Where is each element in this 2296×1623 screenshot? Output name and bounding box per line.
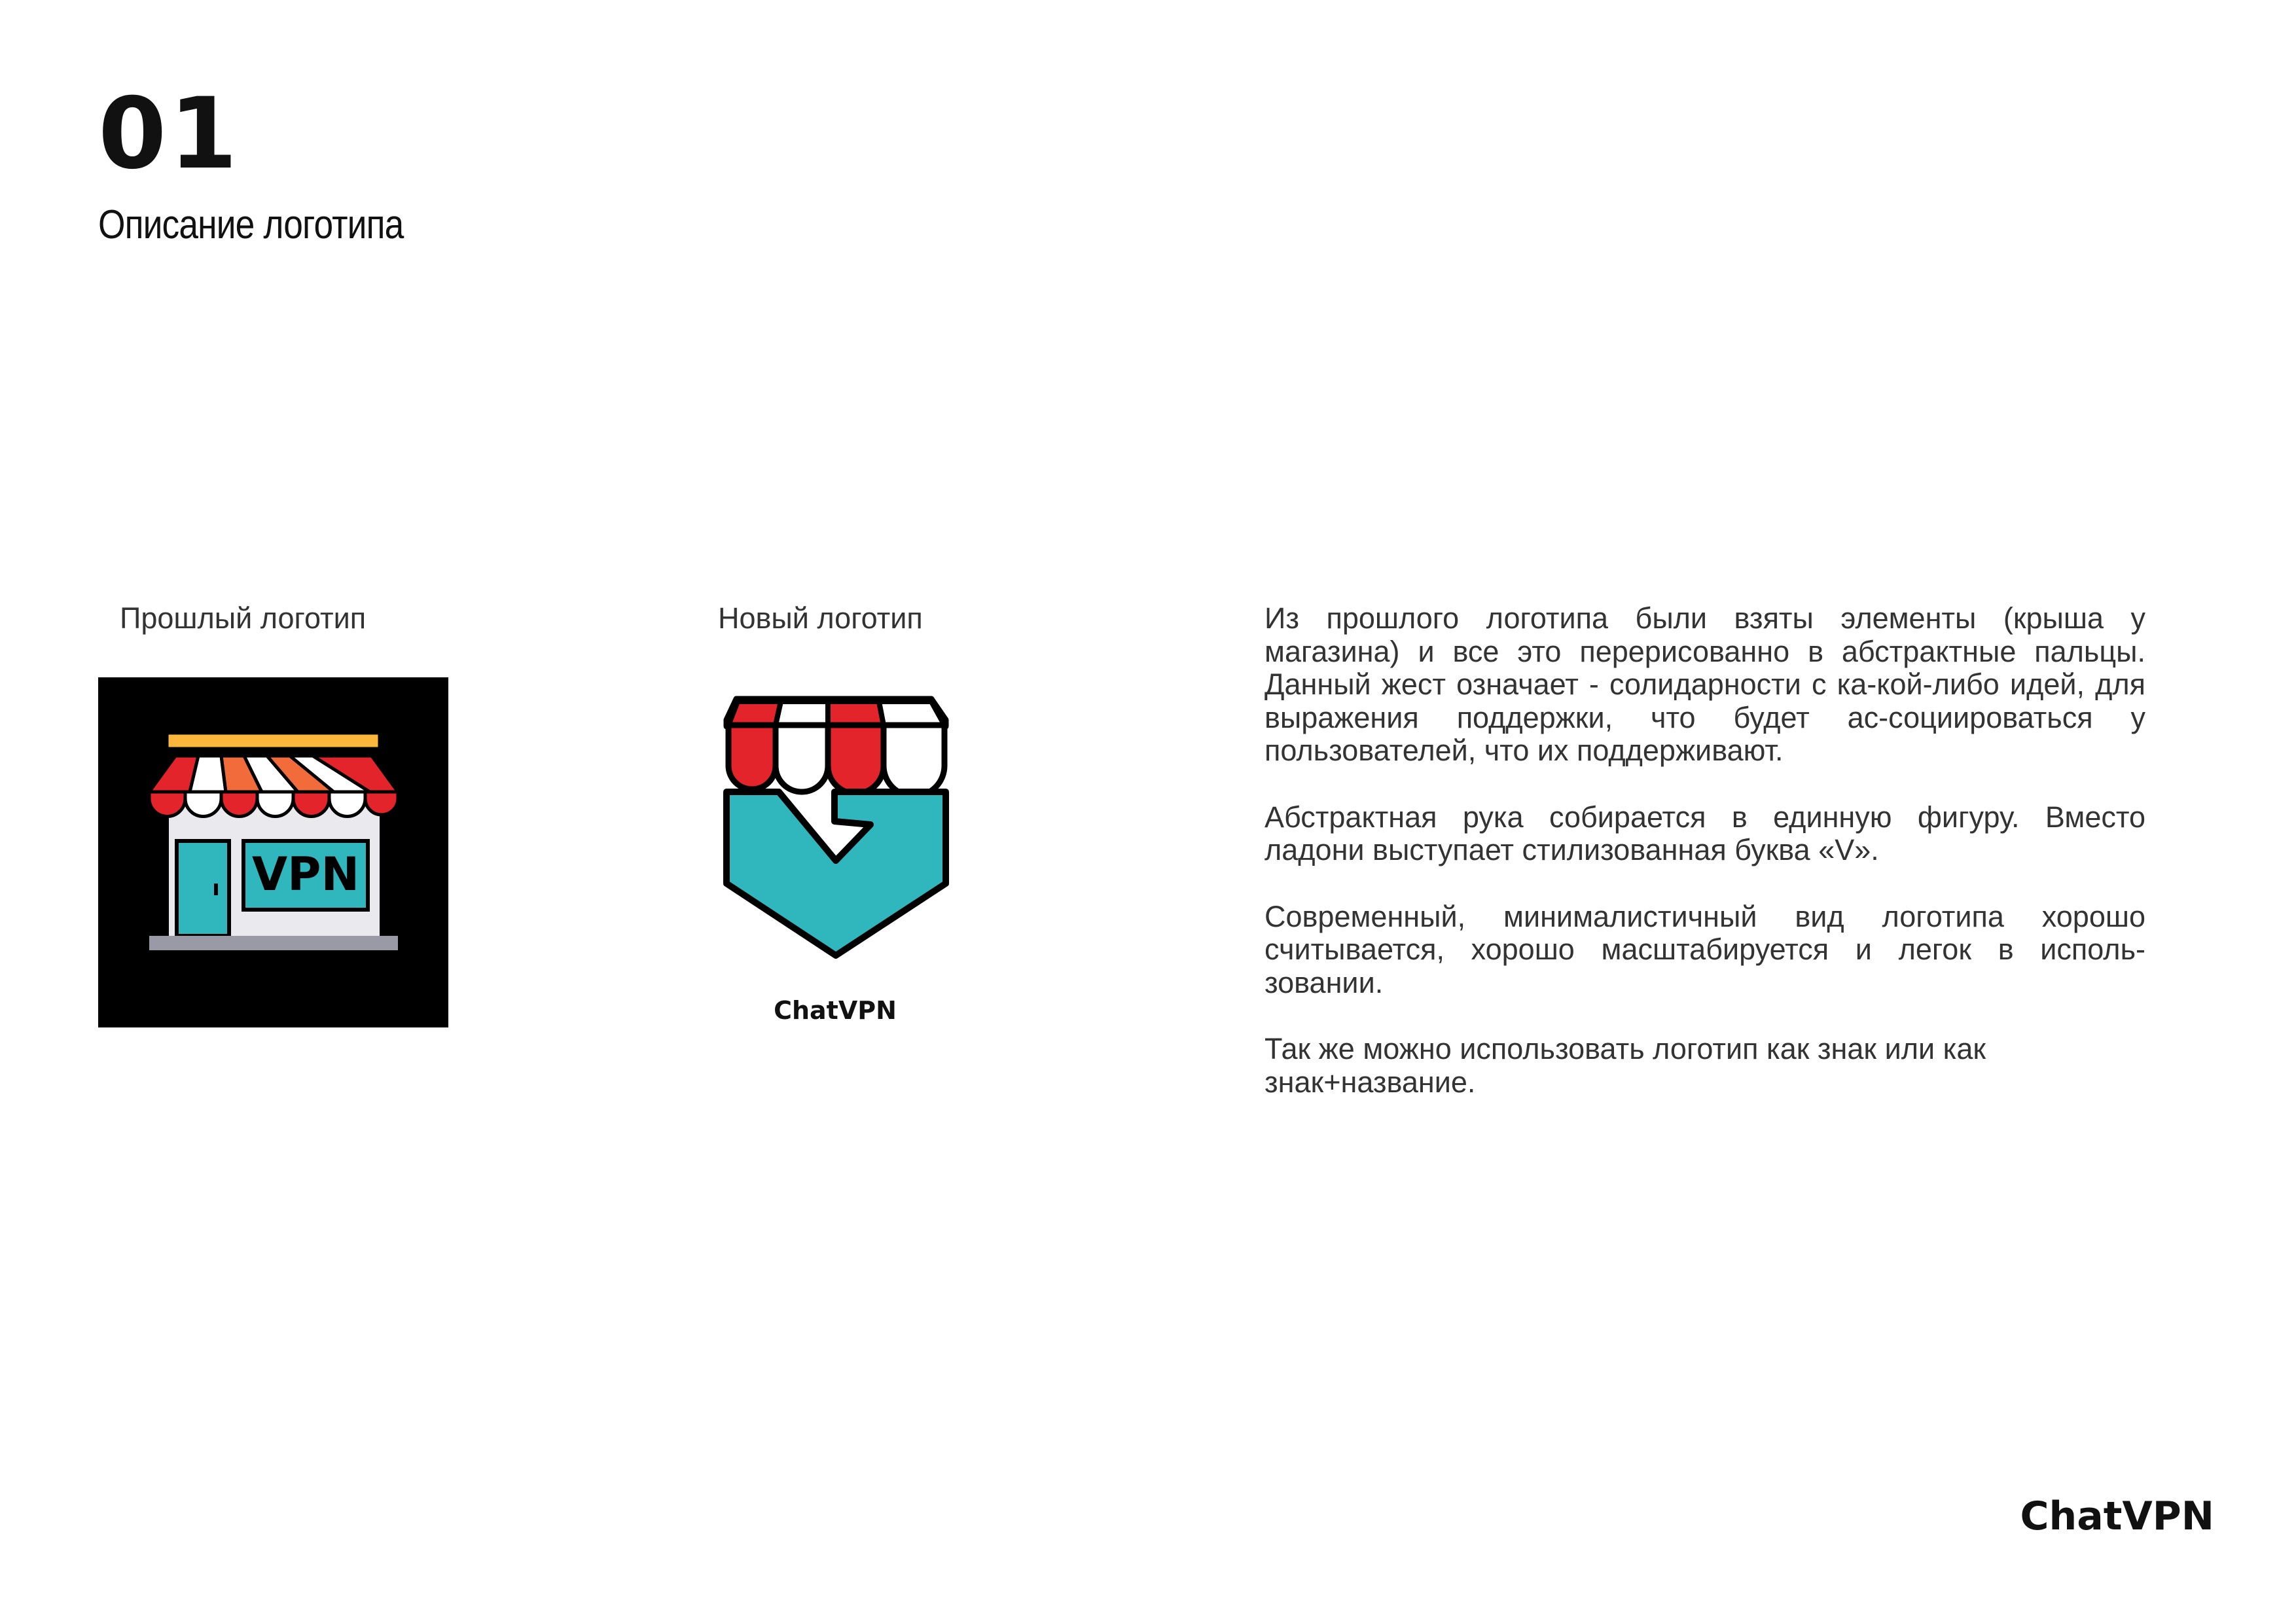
description-paragraph: Абстрактная рука собирается в единную фигуру. Вместо ладони выступает стилизованная буква «V».	[1265, 800, 2145, 866]
description-paragraph: Из прошлого логотипа были взяты элементы (крыша у магазина) и все это перерисованно в абстрактные пальцы. Данный жест означает - солидарности с ка-кой-либо идей, для выражения поддержки, что будет ас-социироваться у пользователей, что их поддерживают.	[1265, 601, 2145, 767]
new-logo-name: ChatVPN	[774, 996, 897, 1025]
old-logo-sign-text: VPN	[251, 847, 360, 901]
new-logo	[723, 694, 949, 959]
old-logo	[98, 677, 448, 1027]
description-paragraph: Так же можно использовать логотип как знак или как знак+название.	[1265, 1032, 1986, 1099]
description	[1265, 602, 2145, 1132]
page-number: 01	[98, 77, 240, 191]
brand-name: ChatVPN	[2020, 1493, 2214, 1539]
new-logo-caption: Новый логотип	[718, 601, 923, 635]
storefront-icon	[98, 677, 448, 1027]
page-title: Описание логотипа	[98, 202, 404, 247]
awning-hand-v-icon	[723, 694, 949, 959]
description-paragraph: Современный, минималистичный вид логотипа хорошо считывается, хорошо масштабируется и легок в исполь-зовании.	[1265, 899, 2145, 999]
old-logo-caption: Прошлый логотип	[120, 601, 367, 635]
